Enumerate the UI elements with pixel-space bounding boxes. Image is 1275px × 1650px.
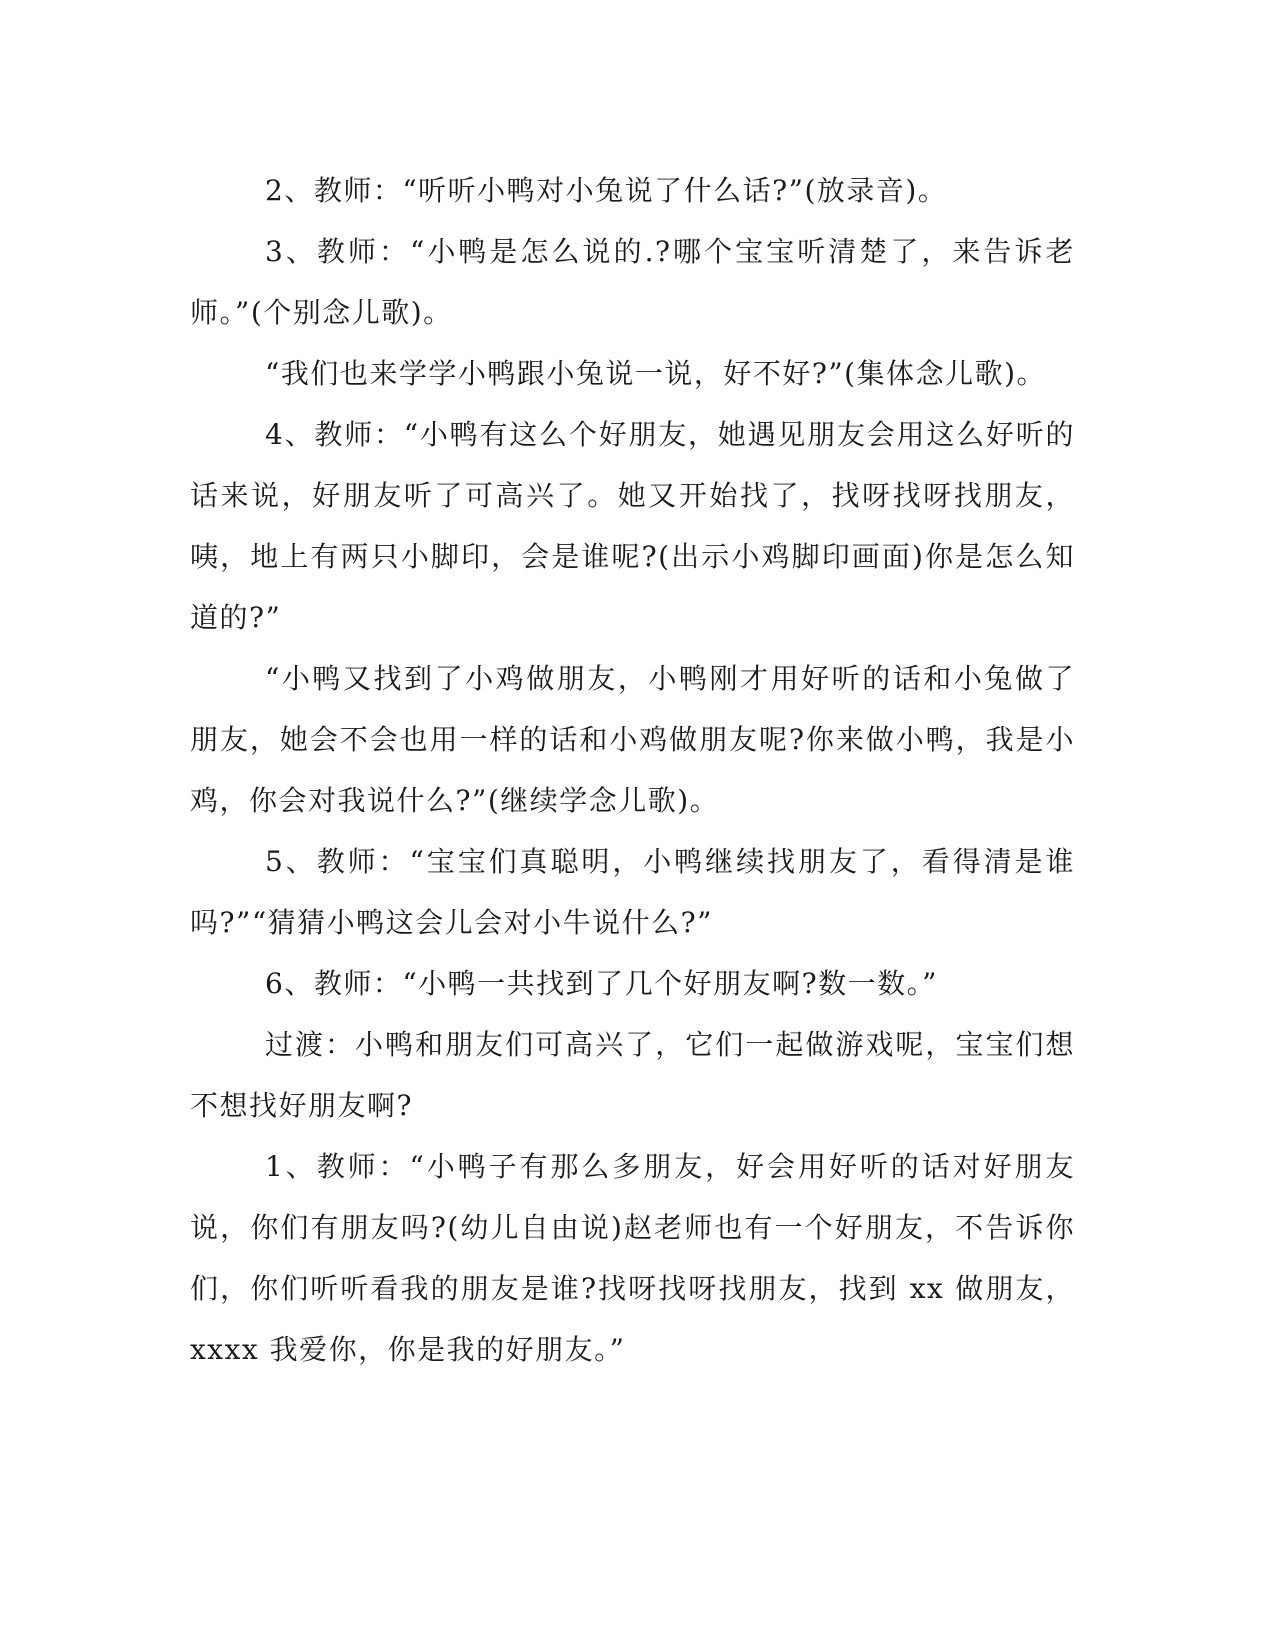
paragraph-8: 过渡：小鸭和朋友们可高兴了，它们一起做游戏呢，宝宝们想不想找好朋友啊?	[190, 1028, 1075, 1122]
paragraph-1: 2、教师：“听听小鸭对小兔说了什么话?”(放录音)。	[265, 174, 948, 207]
document-body	[190, 160, 1075, 1380]
paragraph-6: 5、教师：“宝宝们真聪明，小鸭继续找朋友了，看得清是谁吗?”“猜猜小鸭这会儿会对小牛说什么?”	[190, 845, 1075, 939]
paragraph-4: 4、教师：“小鸭有这么个好朋友，她遇见朋友会用这么好听的话来说，好朋友听了可高兴了。她又开始找了，找呀找呀找朋友，咦，地上有两只小脚印，会是谁呢?(出示小鸡脚印画面)你是怎么知道的?”	[190, 418, 1075, 634]
paragraph-2: 3、教师：“小鸭是怎么说的.?哪个宝宝听清楚了，来告诉老师。”(个别念儿歌)。	[190, 235, 1075, 329]
paragraph-7: 6、教师：“小鸭一共找到了几个好朋友啊?数一数。”	[265, 967, 938, 1000]
paragraph-5: “小鸭又找到了小鸡做朋友，小鸭刚才用好听的话和小兔做了朋友，她会不会也用一样的话和小鸡做朋友呢?你来做小鸭，我是小鸡，你会对我说什么?”(继续学念儿歌)。	[190, 662, 1075, 817]
paragraph-9: 1、教师：“小鸭子有那么多朋友，好会用好听的话对好朋友说，你们有朋友吗?(幼儿自由说)赵老师也有一个好朋友，不告诉你们，你们听听看我的朋友是谁?找呀找呀找朋友，找到 xx 做朋友，xxxx 我爱你，你是我的好朋友。”	[190, 1150, 1075, 1366]
paragraph-3: “我们也来学学小鸭跟小兔说一说，好不好?”(集体念儿歌)。	[265, 357, 1046, 390]
